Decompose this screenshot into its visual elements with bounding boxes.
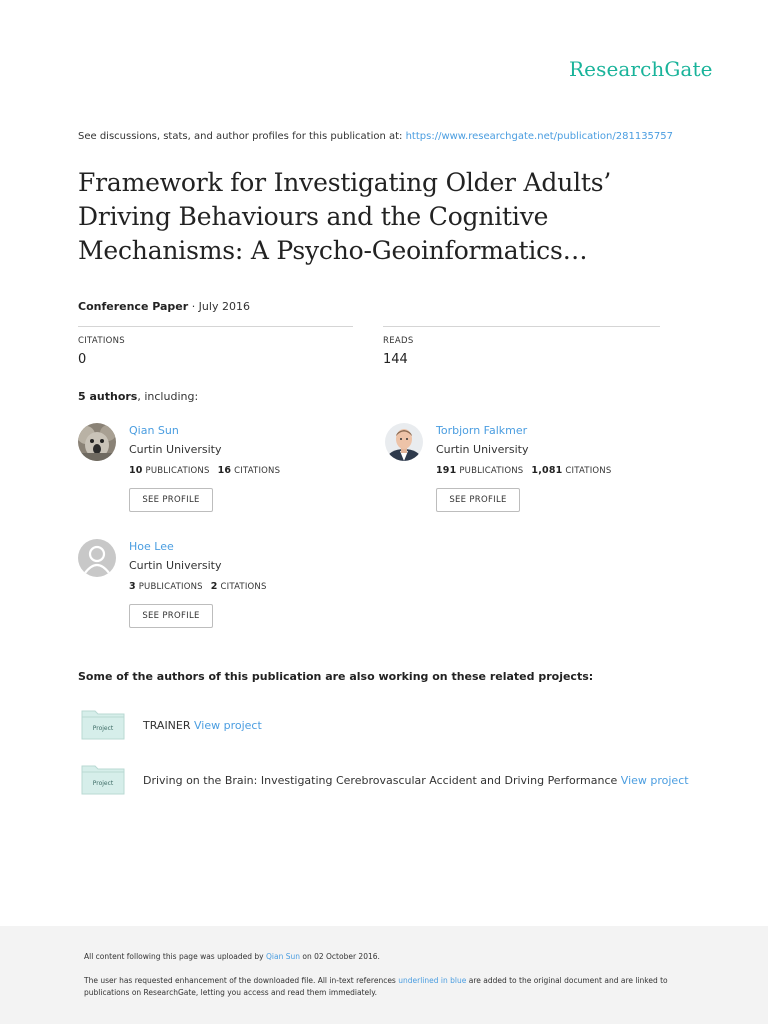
reads-value: 144	[383, 352, 408, 367]
author-publications-count: 10	[129, 465, 143, 476]
author-institution: Curtin University	[129, 443, 222, 456]
author-publications-count: 3	[129, 581, 136, 592]
discussion-line	[78, 131, 673, 142]
upload-prefix: All content following this page was uploaded by	[84, 952, 264, 961]
author-name-link[interactable]: Torbjorn Falkmer	[436, 424, 528, 437]
author-institution: Curtin University	[129, 559, 222, 572]
see-profile-button[interactable]: SEE PROFILE	[129, 604, 213, 628]
reads-stat	[383, 326, 660, 367]
author-card-qian-sun	[78, 423, 378, 523]
notice-suffix: are added to the original document and are linked to publications on ResearchGate, letting you access and read them immediately.	[84, 976, 668, 997]
citations-value: 0	[78, 352, 87, 367]
project-title: Driving on the Brain: Investigating Cerebrovascular Accident and Driving Performance	[143, 774, 618, 787]
author-institution: Curtin University	[436, 443, 529, 456]
enhancement-notice	[84, 975, 704, 999]
author-card-hoe-lee	[78, 539, 378, 639]
reads-label: READS	[383, 336, 414, 346]
author-citations-label: CITATIONS	[565, 466, 612, 476]
view-project-link[interactable]: View project	[194, 719, 262, 732]
view-project-link[interactable]: View project	[620, 774, 689, 787]
project-text	[143, 774, 689, 787]
folder-label: Project	[92, 780, 114, 787]
publication-meta	[78, 300, 250, 313]
related-project-item	[81, 708, 741, 742]
publication-date: · July 2016	[191, 300, 250, 313]
notice-prefix: The user has requested enhancement of the downloaded file. All in-text references	[84, 976, 396, 985]
folder-icon[interactable]	[81, 708, 125, 740]
project-title: TRAINER	[143, 719, 191, 732]
authors-count: 5 authors	[78, 390, 138, 403]
koala-avatar-icon[interactable]	[78, 423, 116, 461]
author-name-link[interactable]: Qian Sun	[129, 424, 179, 437]
person-photo-avatar-icon[interactable]	[385, 423, 423, 461]
related-project-item	[81, 763, 741, 797]
author-name-link[interactable]: Hoe Lee	[129, 540, 174, 553]
publication-type: Conference Paper	[78, 300, 189, 313]
author-publications-label: PUBLICATIONS	[459, 466, 524, 476]
publication-url-link[interactable]: https://www.researchgate.net/publication/281135757	[405, 131, 674, 142]
author-citations-count: 16	[217, 465, 232, 476]
citations-label: CITATIONS	[78, 336, 125, 346]
author-card-torbjorn-falkmer	[385, 423, 685, 523]
author-citations-count: 2	[210, 581, 218, 592]
upload-footer	[0, 926, 768, 1024]
citations-stat	[78, 326, 353, 367]
notice-link-text: underlined in blue	[398, 976, 467, 985]
author-citations-label: CITATIONS	[234, 466, 281, 476]
author-stats	[436, 465, 611, 476]
authors-suffix: , including:	[137, 390, 199, 403]
researchgate-logo[interactable]: ResearchGate	[569, 57, 713, 81]
project-text	[143, 719, 262, 732]
see-profile-button[interactable]: SEE PROFILE	[436, 488, 520, 512]
discussion-prefix: See discussions, stats, and author profiles for this publication at:	[78, 131, 403, 142]
folder-label: Project	[92, 725, 114, 732]
publication-title: Framework for Investigating Older Adults’ Driving Behaviours and the Cognitive Mechanisms: A Psycho-Geoinformatics…	[78, 168, 612, 265]
author-publications-label: PUBLICATIONS	[138, 582, 203, 592]
author-citations-count: 1,081	[531, 465, 563, 476]
author-publications-label: PUBLICATIONS	[145, 466, 210, 476]
uploader-link[interactable]: Qian Sun	[265, 952, 300, 961]
author-stats	[129, 465, 280, 476]
upload-suffix: on 02 October 2016.	[302, 952, 380, 961]
authors-heading	[78, 390, 198, 403]
author-citations-label: CITATIONS	[220, 582, 267, 592]
upload-info	[84, 952, 380, 961]
related-projects-heading: Some of the authors of this publication are also working on these related projects:	[78, 670, 594, 683]
author-publications-count: 191	[436, 465, 457, 476]
default-user-avatar-icon[interactable]	[78, 539, 116, 577]
author-stats	[129, 581, 267, 592]
folder-icon[interactable]	[81, 763, 125, 795]
see-profile-button[interactable]: SEE PROFILE	[129, 488, 213, 512]
